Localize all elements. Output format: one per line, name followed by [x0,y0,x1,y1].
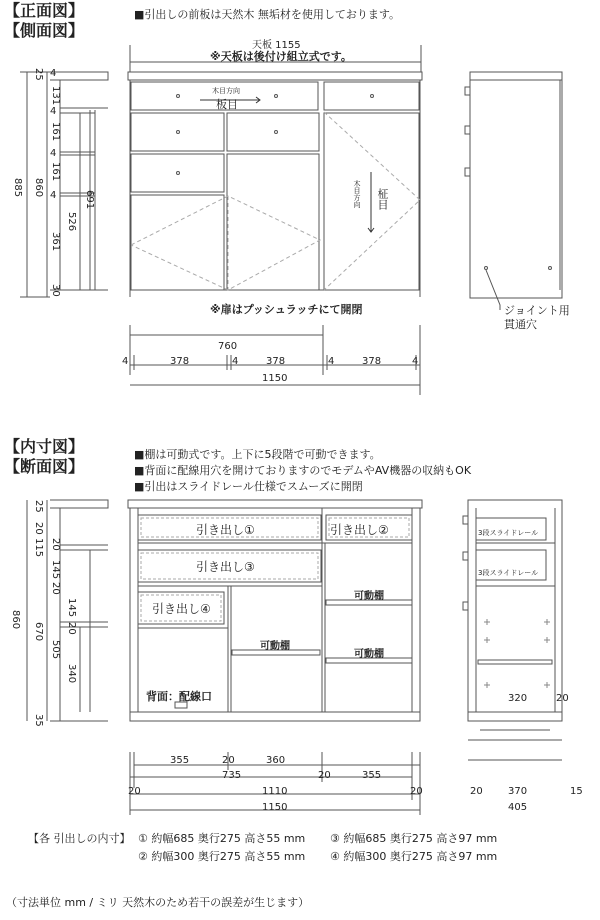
mid-note-2: ■背面に配線用穴を開けておりますのでモデムやAV機器の収納もOK [134,464,472,477]
slide-rail-label-1: 3段スライドレール [478,529,539,537]
grain-direction-label-2: 木目方向 [353,180,361,208]
top-note: ■引出しの前板は天然木 無垢材を使用しております。 [134,8,401,21]
width-378c: 378 [362,356,382,367]
cabinet-body [130,80,420,290]
drawer-front-4 [131,154,224,192]
grain-direction-label: 木目方向 [212,87,240,95]
dim-4a: 4 [50,68,57,79]
sec-dim-25: 25 [33,500,44,513]
side-20: 20 [556,693,569,704]
inner-height-526: 526 [66,212,77,232]
side-w-370: 370 [508,786,528,797]
sec-dim-20a: 20 [33,522,44,535]
width-1150: 1150 [262,373,288,384]
mid-note-1: ■棚は可動式です。上下に5段階で可動できます。 [134,448,381,461]
inner-size-title: 【各 引出しの内寸】 [28,832,131,845]
sec-dim-115: 115 [33,538,44,558]
drawer-2-label: 引き出し② [330,523,389,537]
top-board-label: 天板 1155 [252,40,301,51]
body-height-860: 860 [33,178,44,198]
door-middle [227,154,319,290]
sec-w-355: 355 [170,755,190,766]
slide-rail-label-2: 3段スライドレール [478,569,539,577]
sec-height-860: 860 [10,610,21,630]
mid-note-3: ■引出はスライドレール仕様でスムーズに開閉 [134,480,363,493]
sec-dim-20b: 20 [50,538,61,551]
dim-30: 30 [50,284,61,297]
sec-w-20d: 20 [410,786,423,797]
width-4c: 4 [328,356,335,367]
sec-w-20c: 20 [128,786,141,797]
width-4d: 4 [412,356,419,367]
movable-shelf-2: 可動棚 [260,641,290,652]
front-elevation-drawing [0,0,600,440]
sec-height-505: 505 [50,640,61,660]
inner-height-691: 691 [84,190,95,210]
dim-131: 131 [50,86,61,106]
drawer-1-label: 引き出し① [196,523,255,537]
plank-grain-label: 板目 [216,98,238,111]
joint-hole-label: ジョイント用 [504,304,570,317]
width-378a: 378 [170,356,190,367]
width-760: 760 [218,341,238,352]
sec-w-355b: 355 [362,770,382,781]
front-view-heading: 【正面図】 [4,1,85,20]
movable-shelf-3: 可動棚 [354,649,384,660]
section-drawing [0,490,600,830]
through-hole-label: 貫通穴 [504,318,537,331]
inner-size-row-1: ① 約幅685 奥行275 高さ55 mm [138,832,306,845]
sec-w-735: 735 [222,770,242,781]
inner-size-row-4: ④ 約幅300 奥行275 高さ97 mm [330,850,498,863]
drawer-front-2 [324,82,419,110]
sec-dim-35: 35 [33,714,44,727]
sec-w-360: 360 [266,755,286,766]
sec-w-20: 20 [222,755,235,766]
top-board-note: ※天板は後付け組立式です。 [210,50,352,63]
dim-361: 361 [50,232,61,252]
straight-grain-label: 柾目 [376,188,389,210]
sec-dim-20d: 20 [66,622,77,635]
inner-dims-heading: 【内寸図】 [4,437,85,456]
width-378b: 378 [266,356,286,367]
inner-size-row-3: ③ 約幅685 奥行275 高さ97 mm [330,832,498,845]
drawer-3-label: 引き出し③ [196,560,255,574]
total-height-885: 885 [12,178,23,198]
drawer-front-3a [131,113,224,151]
sec-dim-340: 340 [66,664,77,684]
side-view-heading: 【側面図】 [4,21,85,40]
width-4a: 4 [122,356,129,367]
top-board [128,72,422,80]
dim-4d: 4 [50,190,57,201]
side-w-405: 405 [508,802,528,813]
footer-note: （寸法単位 mm / ミリ 天然木のため若干の誤差が生じます） [6,896,310,909]
dim-161a: 161 [50,122,61,142]
sec-dim-20c: 20 [50,582,61,595]
drawer-front-3b [227,113,319,151]
dim-25: 25 [33,68,44,81]
side-320: 320 [508,693,528,704]
door-left [131,195,224,290]
side-w-20: 20 [470,786,483,797]
width-4b: 4 [232,356,239,367]
side-view-outline [470,72,562,298]
sec-dim-145a: 145 [50,560,61,580]
dim-161b: 161 [50,162,61,182]
sec-w-20b: 20 [318,770,331,781]
sec-height-670: 670 [33,622,44,642]
inner-size-row-2: ② 約幅300 奥行275 高さ55 mm [138,850,306,863]
push-latch-note: ※扉はプッシュラッチにて開閉 [210,303,363,316]
drawer-4-label: 引き出し④ [152,602,211,616]
back-wiring-label: 背面：配線口 [146,690,212,703]
section-heading: 【断面図】 [4,457,85,476]
sec-dim-145b: 145 [66,598,77,618]
side-w-15: 15 [570,786,583,797]
movable-shelf-1: 可動棚 [354,591,384,602]
dim-4b: 4 [50,106,57,117]
sec-w-1150: 1150 [262,802,288,813]
dim-4c: 4 [50,148,57,159]
sec-w-1110: 1110 [262,786,288,797]
